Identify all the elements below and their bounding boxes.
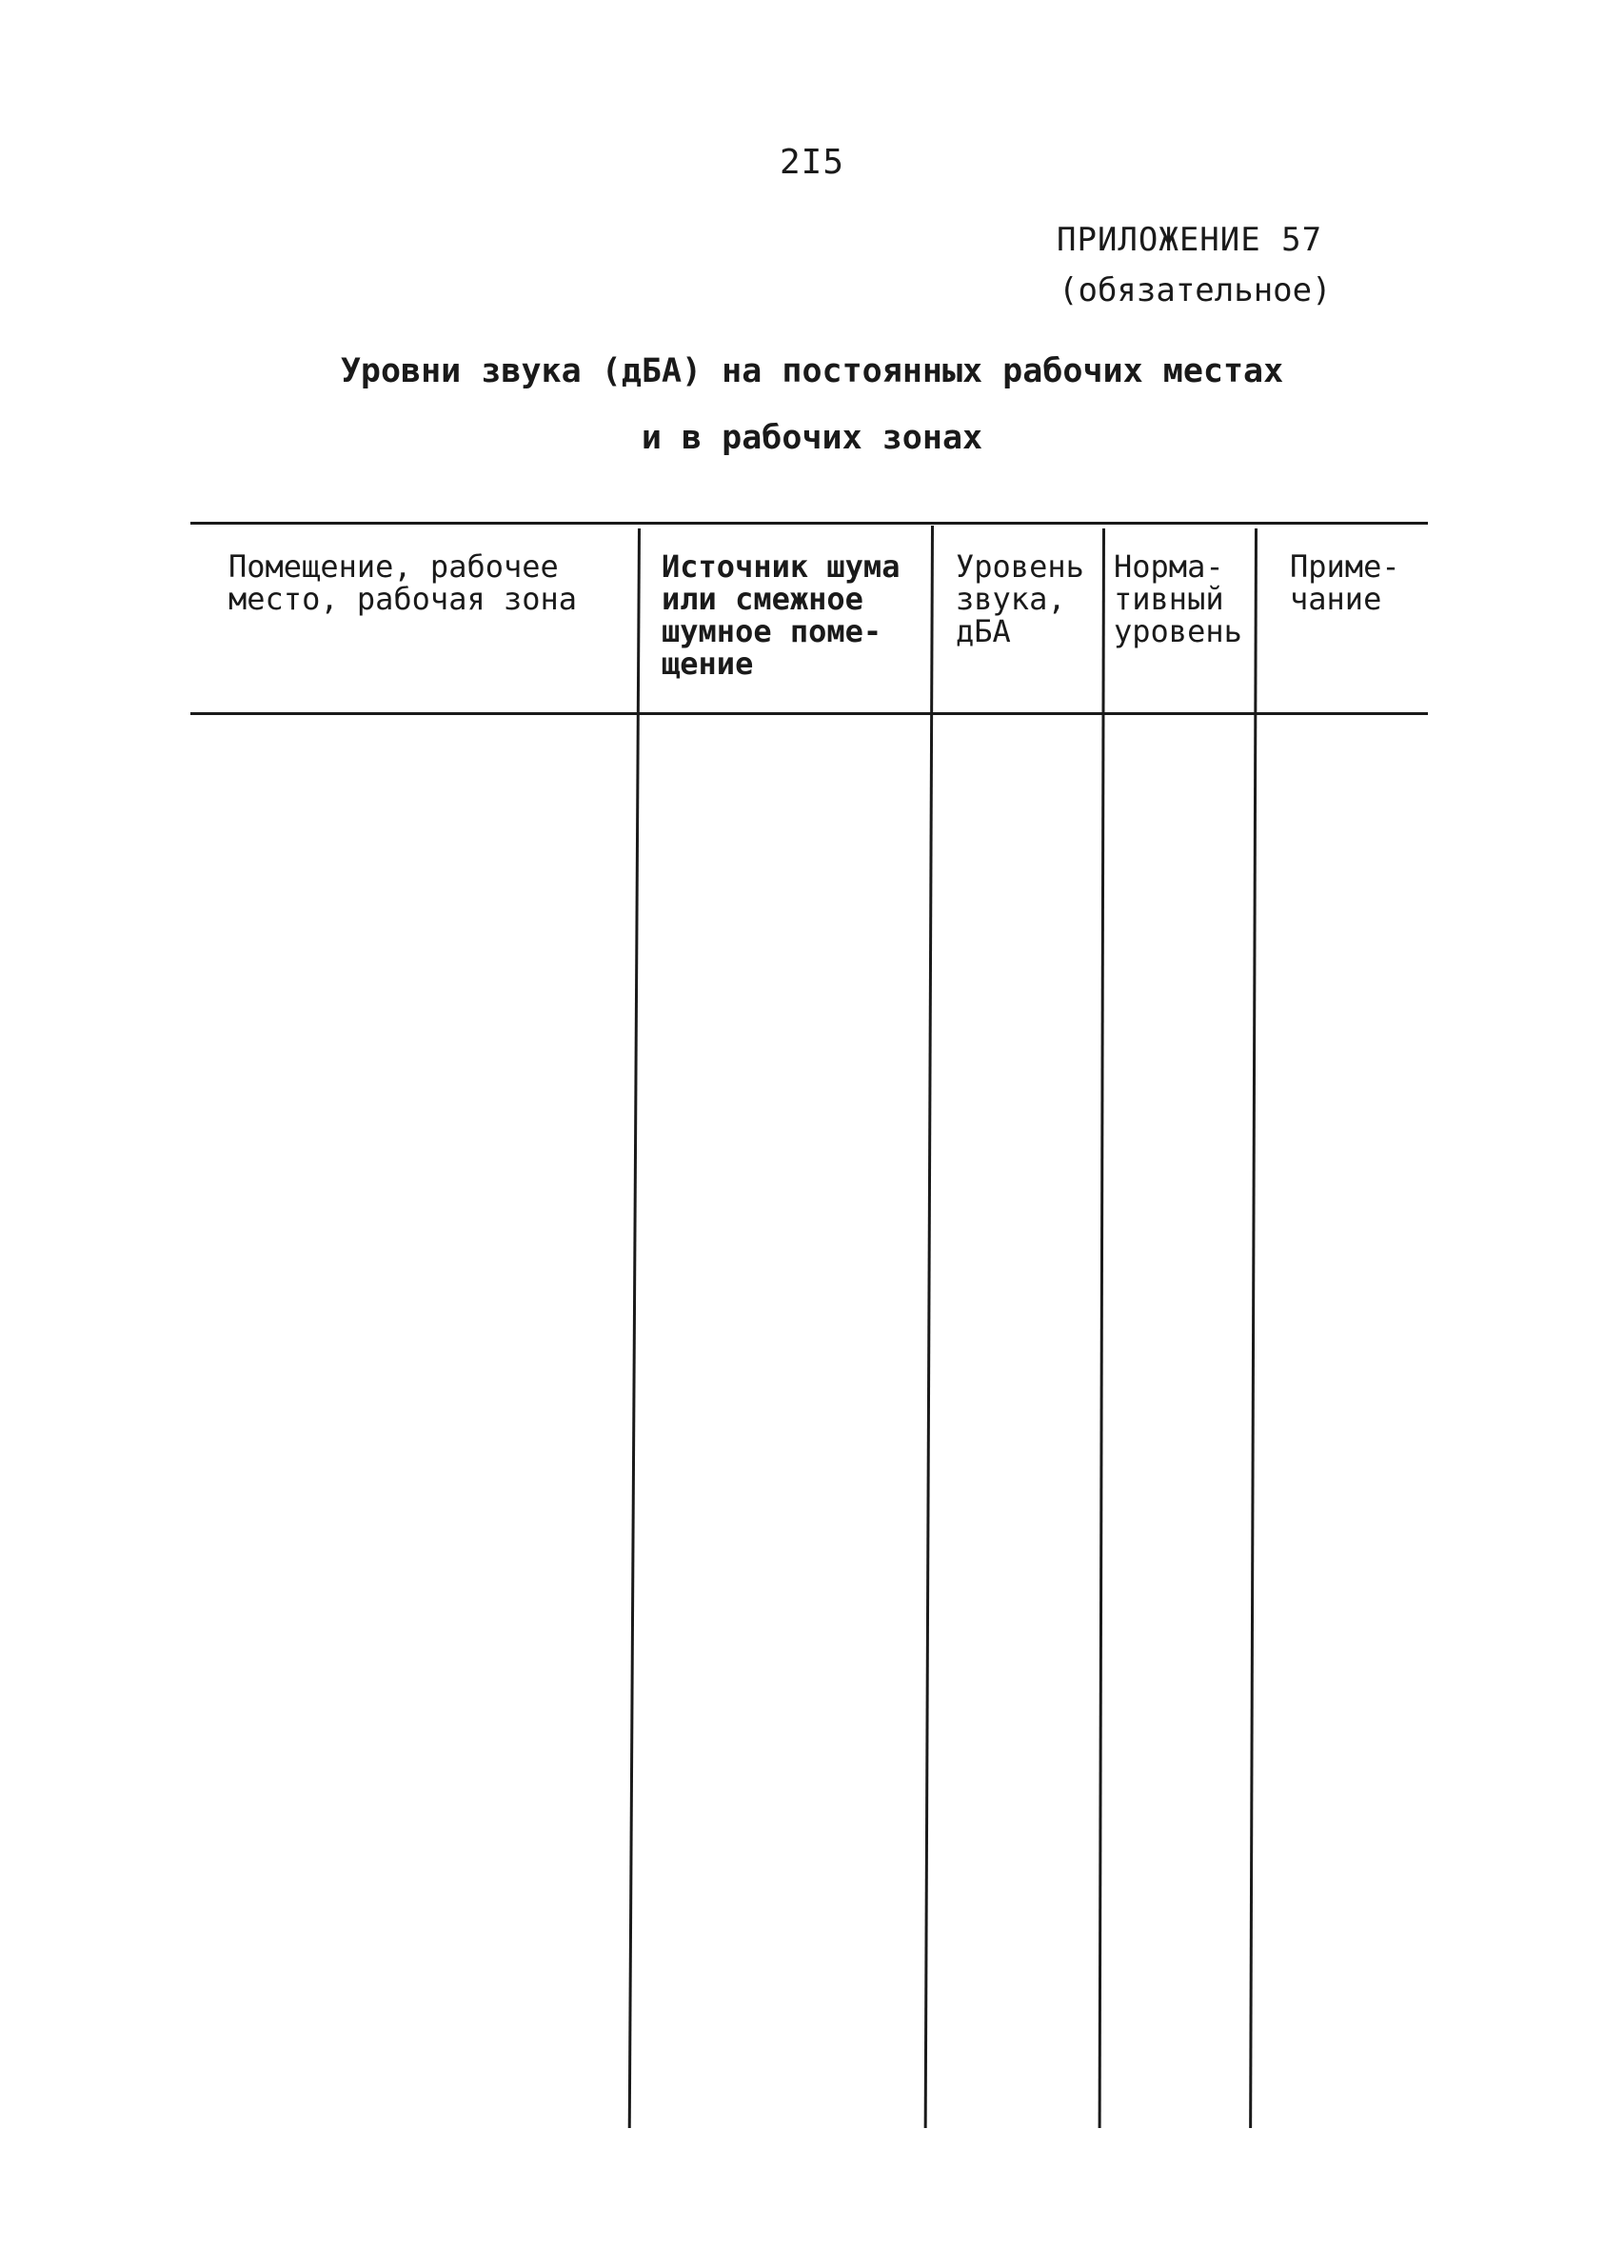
column-header-note: Приме- чание — [1290, 548, 1400, 617]
table-title-line-2: и в рабочих зонах — [641, 419, 983, 457]
column-header-noise-source: Источник шума или смежное шумное поме- щение — [662, 548, 901, 682]
column-header-normative-level: Норма- тивный уровень — [1114, 548, 1242, 649]
appendix-status: (обязательное) — [1059, 271, 1332, 309]
appendix-title: ПРИЛОЖЕНИЕ 57 — [1057, 221, 1323, 259]
table-top-rule — [190, 522, 1428, 525]
column-divider-2 — [924, 526, 934, 2128]
table-title-line-1: Уровни звука (дБА) на постоянных рабочих местах — [340, 352, 1284, 390]
column-divider-1 — [628, 528, 641, 2128]
column-header-room: Помещение, рабочее место, рабочая зона — [228, 548, 578, 617]
column-divider-3 — [1099, 528, 1105, 2128]
column-divider-4 — [1249, 528, 1258, 2128]
column-header-sound-level: Уровень звука, дБА — [956, 548, 1084, 649]
table-header-bottom-rule — [190, 712, 1428, 715]
page-number: 2I5 — [779, 143, 845, 182]
